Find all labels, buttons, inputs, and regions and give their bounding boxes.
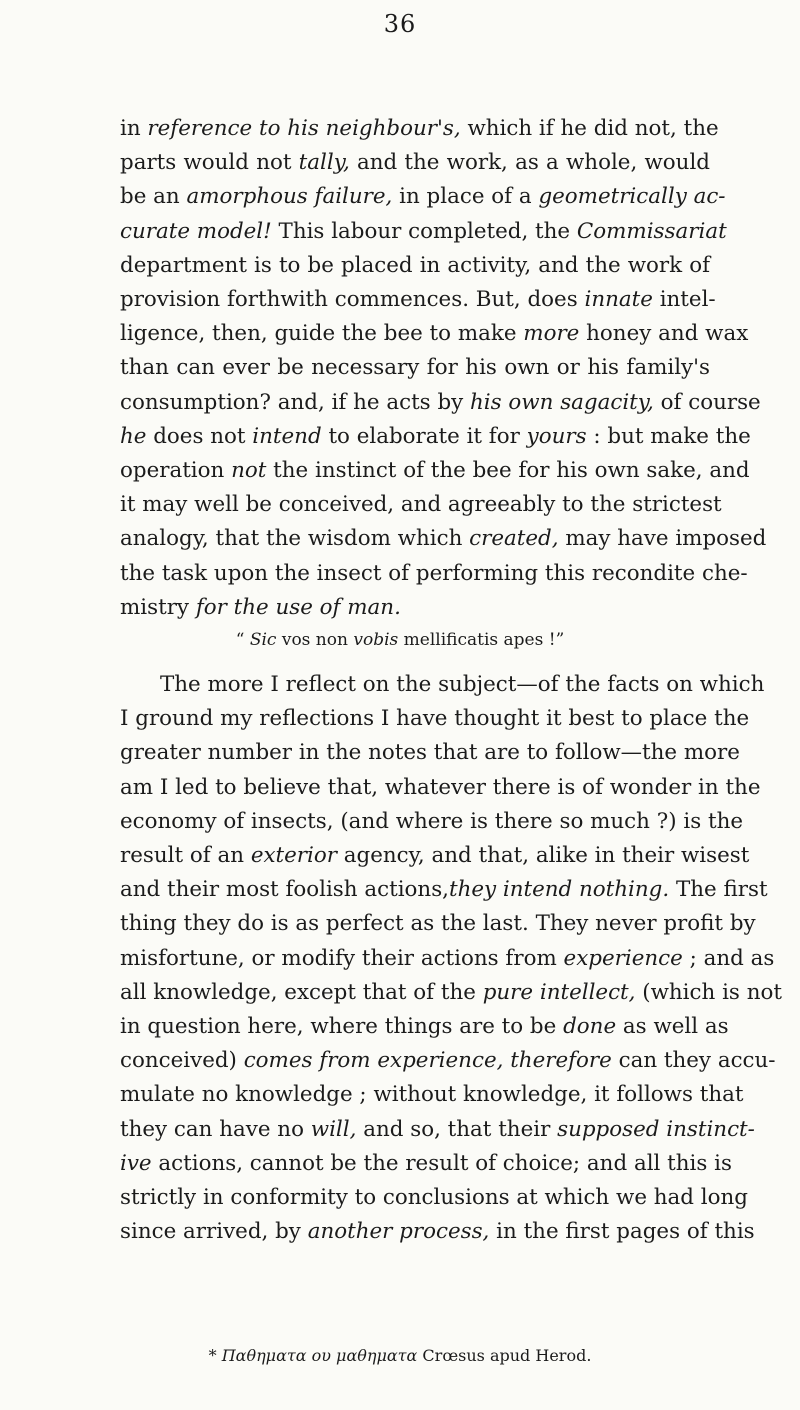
text-line: mulate no knowledge ; without knowledge, it follows that <box>120 1082 744 1108</box>
italic-phrase: Παθηματα ου μαθηματα <box>221 1346 418 1365</box>
italic-phrase: Sic <box>249 630 277 650</box>
text-line: the task upon the insect of performing this recondite che- <box>120 560 748 586</box>
text-line: all knowledge, except that of the pure intellect, (which is not <box>120 979 782 1005</box>
italic-phrase: not <box>231 458 267 484</box>
text-line: result of an exterior agency, and that, alike in their wisest <box>120 843 750 869</box>
italic-phrase: he <box>120 423 147 449</box>
italic-phrase: innate <box>584 287 653 313</box>
text-line: misfortune, or modify their actions from experience ; and as <box>120 945 775 971</box>
page-number: 36 <box>383 10 417 38</box>
italic-phrase: geometrically ac- <box>538 184 726 210</box>
text-line: greater number in the notes that are to follow—the more <box>120 740 740 766</box>
text-line: he does not intend to elaborate it for yours : but make the <box>120 423 751 449</box>
italic-phrase: vobis <box>353 630 399 650</box>
text-line: they can have no will, and so, that their supposed instinct- <box>120 1116 755 1142</box>
text-line: parts would not tally, and the work, as a whole, would <box>120 150 710 176</box>
text-line: provision forthwith commences. But, does innate intel- <box>120 287 716 313</box>
paragraph-2 <box>120 668 782 1249</box>
italic-phrase: supposed instinct- <box>557 1116 755 1142</box>
italic-phrase: they intend nothing. <box>448 877 670 903</box>
italic-phrase: pure intellect, <box>482 979 636 1005</box>
italic-phrase: experience <box>563 945 683 971</box>
text-line: thing they do is as perfect as the last. They never profit by <box>120 911 756 937</box>
text-line: it may well be conceived, and agreeably to the strictest <box>120 492 722 518</box>
italic-phrase: intend <box>252 423 322 449</box>
text-line: I ground my reflections I have thought it best to place the <box>120 706 750 732</box>
text-line: mistry for the use of man. <box>120 594 401 620</box>
text-line: since arrived, by another process, in the first pages of this <box>120 1219 755 1245</box>
latin-quote: “ Sic vos non vobis mellificatis apes !” <box>235 630 565 650</box>
text-line: The more I reflect on the subject—of the facts on which <box>160 672 765 697</box>
italic-phrase: done <box>563 1014 617 1040</box>
italic-phrase: more <box>523 321 580 347</box>
text-line: in question here, where things are to be done as well as <box>120 1014 729 1040</box>
text-line: curate model! This labour completed, the Commissariat <box>120 218 727 244</box>
text-line: in reference to his neighbour's, which if he did not, the <box>120 116 719 141</box>
text-line: department is to be placed in activity, and the work of <box>120 252 710 278</box>
italic-phrase: another process, <box>307 1219 490 1245</box>
italic-phrase: amorphous failure, <box>186 184 393 210</box>
text-line: conceived) comes from experience, therefore can they accu- <box>120 1048 776 1074</box>
text-line: strictly in conformity to conclusions at which we had long <box>120 1185 748 1211</box>
italic-phrase: curate model! <box>120 218 272 244</box>
italic-phrase: for the use of man. <box>195 594 401 620</box>
paragraph-1 <box>120 112 767 625</box>
text-line: ligence, then, guide the bee to make more honey and wax <box>120 321 749 347</box>
text-line: am I led to believe that, whatever there is of wonder in the <box>120 774 761 800</box>
italic-phrase: exterior <box>250 843 337 869</box>
italic-phrase: ive <box>120 1150 152 1176</box>
text-line: be an amorphous failure, in place of a geometrically ac- <box>120 184 726 210</box>
italic-phrase: comes from experience, therefore <box>243 1048 612 1074</box>
text-line: analogy, that the wisdom which created, may have imposed <box>120 526 767 552</box>
text-line: and their most foolish actions,they intend nothing. The first <box>120 877 768 903</box>
text-line: ive actions, cannot be the result of choice; and all this is <box>120 1150 732 1176</box>
text-line: economy of insects, (and where is there so much ?) is the <box>120 808 744 834</box>
italic-phrase: his own sagacity, <box>470 389 654 415</box>
italic-phrase: created, <box>469 526 559 552</box>
footnote: * Παθηματα ου μαθηματα Crœsus apud Herod. <box>208 1346 592 1365</box>
text-line: operation not the instinct of the bee for his own sake, and <box>120 458 750 484</box>
italic-phrase: yours <box>526 423 587 449</box>
italic-phrase: will, <box>310 1116 357 1142</box>
italic-phrase: Commissariat <box>576 218 727 244</box>
text-line: than can ever be necessary for his own or his family's <box>120 355 710 381</box>
italic-phrase: reference to his neighbour's, <box>147 116 461 141</box>
text-line: consumption? and, if he acts by his own sagacity, of course <box>120 389 761 415</box>
italic-phrase: tally, <box>298 150 350 176</box>
